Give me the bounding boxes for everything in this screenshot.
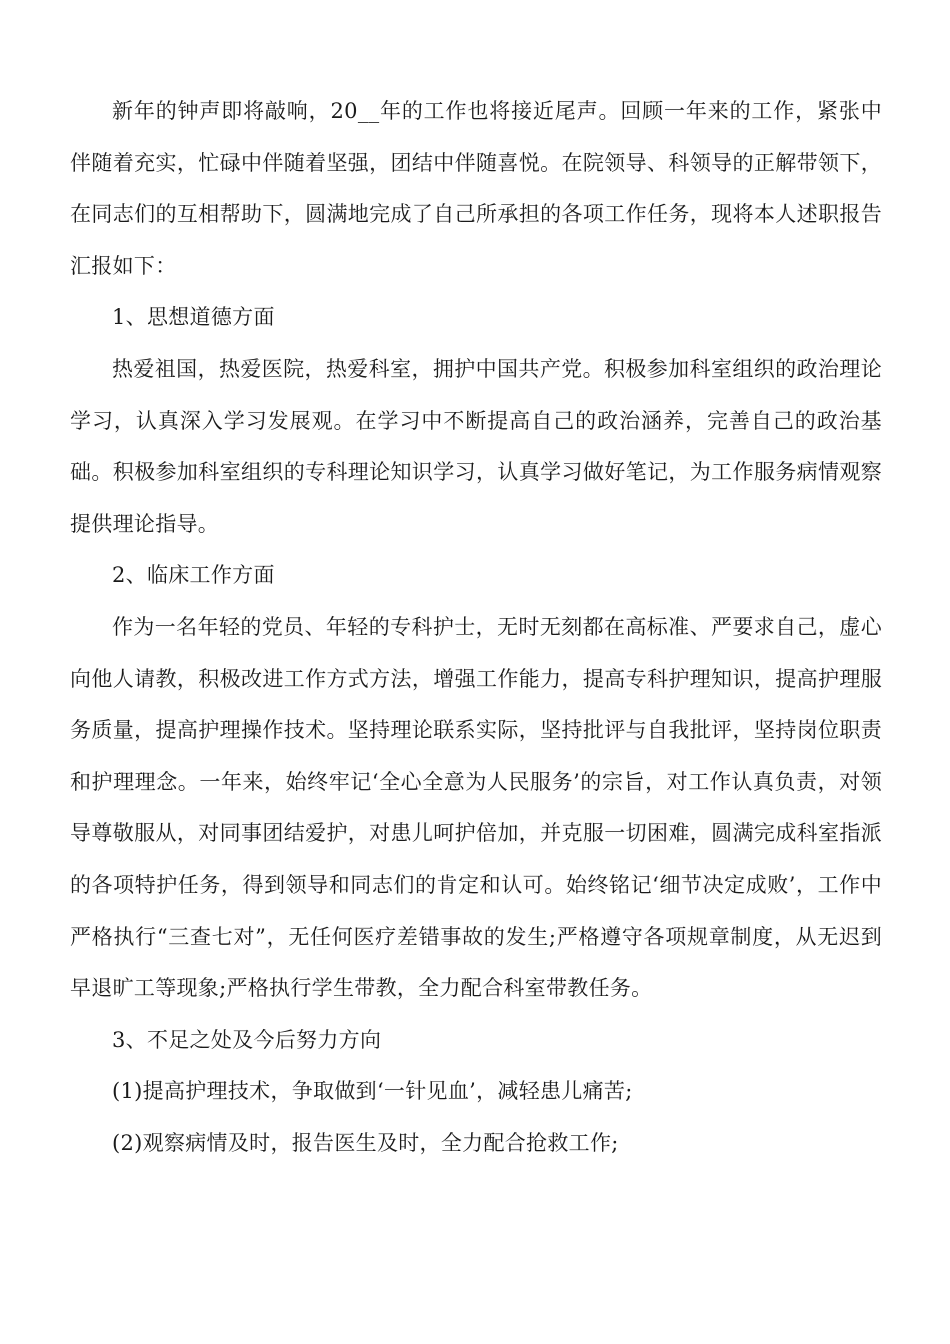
section-3-heading: 3、不足之处及今后努力方向 — [112, 1027, 382, 1052]
intro-paragraph: 新年的钟声即将敲响，20__年的工作也将接近尾声。回顾一年来的工作，紧张中伴随着充实，忙碌中伴随着坚强，团结中伴随喜悦。在院领导、科领导的正解带领下，在同志们的互相帮助下，圆满地完成了自己所承担的各项工作任务，现将本人述职报告汇报如下： — [70, 99, 882, 278]
section-2-heading: 2、临床工作方面 — [112, 563, 275, 588]
section-1-heading: 1、思想道德方面 — [112, 305, 275, 330]
improvement-item-2: (2)观察病情及时，报告医生及时，全力配合抢救工作; — [112, 1130, 619, 1155]
improvement-item-1: (1)提高护理技术，争取做到‘一针见血’，减轻患儿痛苦; — [112, 1079, 633, 1104]
section-1-body: 热爱祖国，热爱医院，热爱科室，拥护中国共产党。积极参加科室组织的政治理论学习，认真深入学习发展观。在学习中不断提高自己的政治涵养，完善自己的政治基础。积极参加科室组织的专科理论知识学习，认真学习做好笔记，为工作服务病情观察提供理论指导。 — [70, 356, 882, 536]
document-page — [70, 86, 882, 1169]
section-2-body: 作为一名年轻的党员、年轻的专科护士，无时无刻都在高标准、严要求自己，虚心向他人请教，积极改进工作方式方法，增强工作能力，提高专科护理知识，提高护理服务质量，提高护理操作技术。坚持理论联系实际，坚持批评与自我批评，坚持岗位职责和护理理念。一年来，始终牢记‘全心全意为人民服务’的宗旨，对工作认真负责，对领导尊敬服从，对同事团结爱护，对患儿呵护倍加，并克服一切困难，圆满完成科室指派的各项特护任务，得到领导和同志们的肯定和认可。始终铭记‘细节决定成败’，工作中严格执行“三查七对”，无任何医疗差错事故的发生;严格遵守各项规章制度，从无迟到早退旷工等现象;严格执行学生带教，全力配合科室带教任务。 — [70, 614, 882, 1001]
